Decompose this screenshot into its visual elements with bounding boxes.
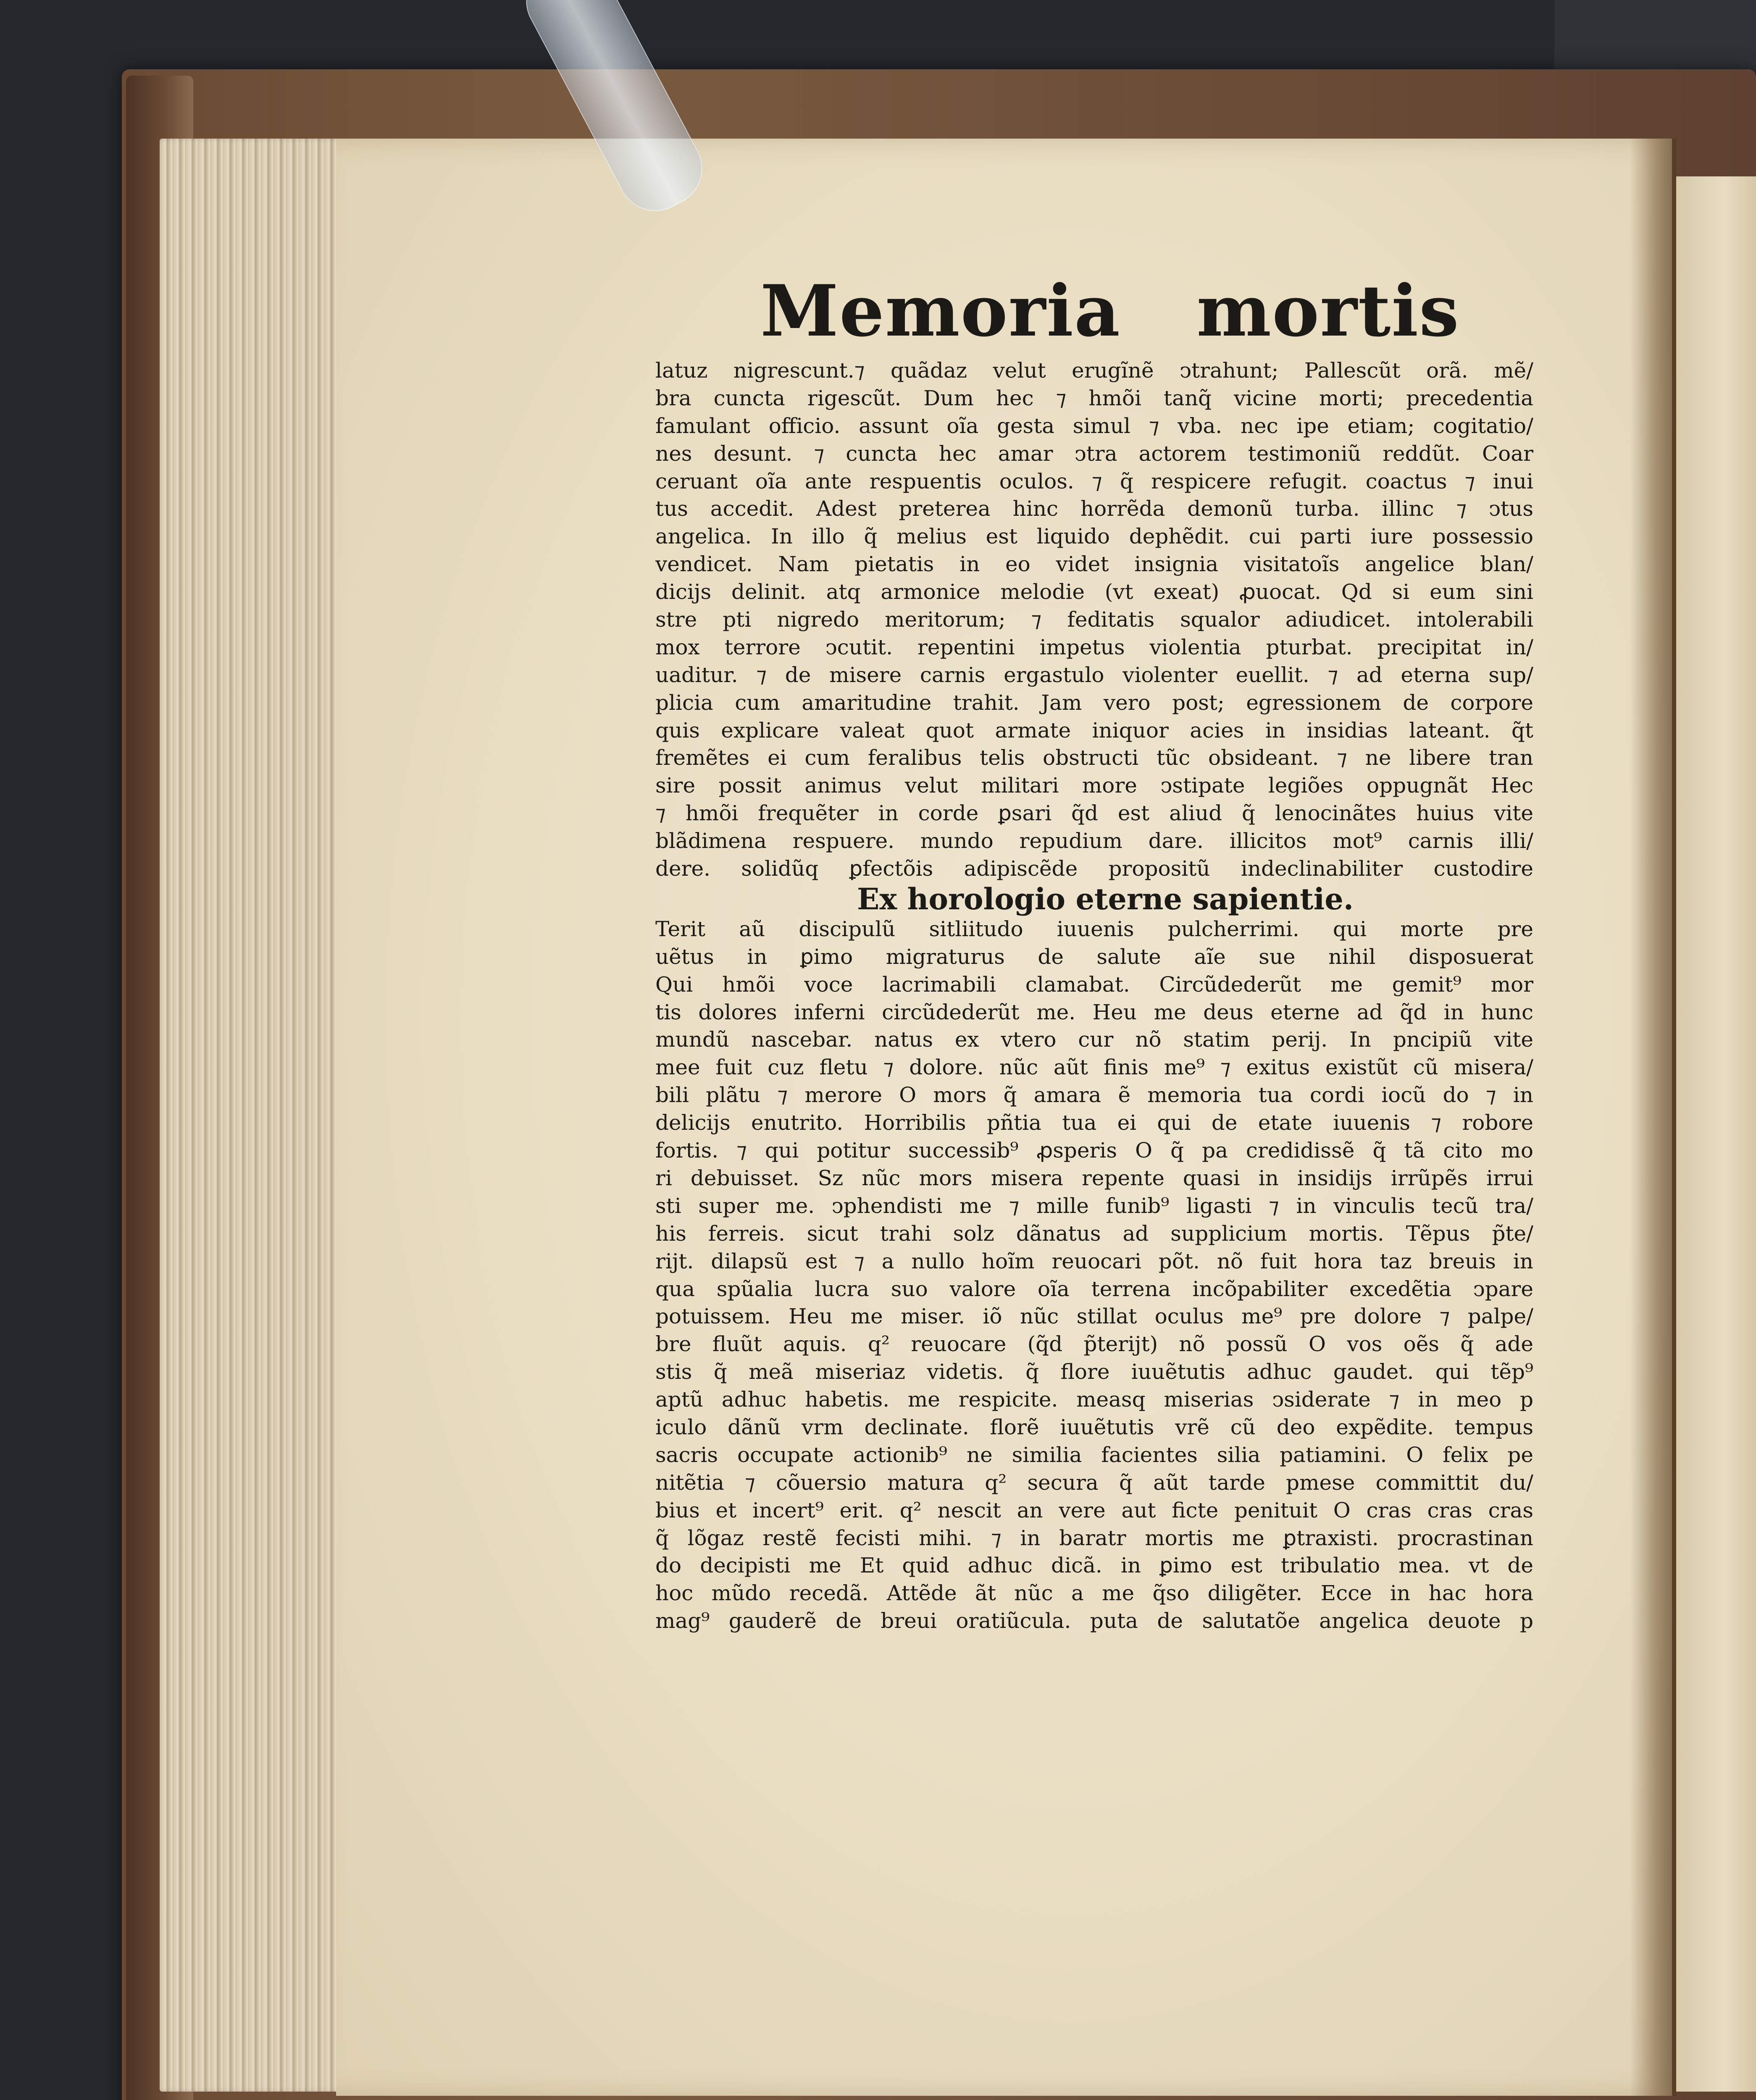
text-line: q̃ lõgaz restẽ fecisti mihi. ⁊ in baratr mortis me ꝑtraxisti. procrastinan [655, 1525, 1533, 1550]
text-line: his ferreis. sicut trahi solz dãnatus ad supplicium mortis. Tẽpus p̃te/ [655, 1221, 1533, 1246]
text-line: potuissem. Heu me miser. iõ nũc stillat oculus me⁹ pre dolore ⁊ palpe/ [655, 1304, 1533, 1329]
text-line: ceruant oĩa ante respuentis oculos. ⁊ q̃ respicere refugit. coactus ⁊ inui [655, 469, 1533, 494]
text-line: uẽtus in ꝑimo migraturus de salute aĩe sue nihil disposuerat [655, 944, 1533, 969]
text-line: bius et incert⁹ erit. q² nescit an vere aut ficte penituit O cras cras cras [655, 1498, 1533, 1522]
text-line: do decipisti me Et quid adhuc dicã. in ꝑimo est tribulatio mea. vt de [655, 1553, 1533, 1578]
text-line: mundũ nascebar. natus ex vtero cur nõ statim perij. In pncipiũ vite [655, 1027, 1533, 1052]
text-line: sti super me. ↄphendisti me ⁊ mille funib⁹ ligasti ⁊ in vinculis tecũ tra/ [655, 1193, 1533, 1218]
text-line: ⁊ hmõi frequẽter in corde ꝑsari q̃d est aliud q̃ lenocinãtes huius vite [655, 801, 1533, 826]
text-line: Qui hmõi voce lacrimabili clamabat. Circũdederũt me gemit⁹ mor [655, 972, 1533, 997]
paragraph-2 [655, 916, 1533, 1635]
text-line: quis explicare valeat quot armate iniquor acies in insidias lateant. q̃t [655, 718, 1533, 743]
section-heading: Ex horologio eterne sapientie. [857, 881, 1354, 916]
text-line: aptũ adhuc habetis. me respicite. measq miserias ↄsiderate ⁊ in meo p [655, 1387, 1533, 1412]
text-line: latuz nigrescunt.⁊ quãdaz velut erugĩnẽ ↄtrahunt; Pallescũt orã. mẽ/ [655, 358, 1533, 383]
right-page-edge [1676, 176, 1756, 2092]
text-line: qua spũalia lucra suo valore oĩa terrena incõpabiliter excedẽtia ↄpare [655, 1276, 1533, 1301]
text-line: mee fuit cuz fletu ⁊ dolore. nũc aũt finis me⁹ ⁊ exitus existũt cũ misera/ [655, 1055, 1533, 1080]
text-line: nitẽtia ⁊ cõuersio matura q² secura q̃ aũt tarde pmese committit du/ [655, 1470, 1533, 1495]
text-line: iculo dãnũ vrm declinate. florẽ iuuẽtutis vrẽ cũ deo expẽdite. tempus [655, 1415, 1533, 1439]
text-line: delicijs enutrito. Horribilis pñtia tua ei qui de etate iuuenis ⁊ robore [655, 1110, 1533, 1135]
text-line: sire possit animus velut militari more ↄstipate legiões oppugnãt Hec [655, 773, 1533, 798]
text-line: stis q̃ meã miseriaz videtis. q̃ flore iuuẽtutis adhuc gaudet. qui tẽp⁹ [655, 1360, 1533, 1384]
text-line: bra cuncta rigescũt. Dum hec ⁊ hmõi tanq̃ vicine morti; precedentia [655, 386, 1533, 410]
page-text-block [655, 269, 1533, 1635]
text-line: bre fluũt aquis. q² reuocare (q̃d p̃terijt) nõ possũ O vos oẽs q̃ ade [655, 1332, 1533, 1357]
text-line: stre pti nigredo meritorum; ⁊ feditatis squalor adiudicet. intolerabili [655, 607, 1533, 632]
text-line: ri debuisset. Sz nũc mors misera repente quasi in insidijs irrũpẽs irrui [655, 1166, 1533, 1190]
text-line: fortis. ⁊ qui potitur successib⁹ ꝓsperis O q̃ pa credidissẽ q̃ tã cito mo [655, 1138, 1533, 1163]
text-line: Terit aũ discipulũ sitliitudo iuuenis pulcherrimi. qui morte pre [655, 916, 1533, 941]
text-line: blãdimena respuere. mundo repudium dare. illicitos mot⁹ carnis illi/ [655, 829, 1533, 853]
text-line: vendicet. Nam pietatis in eo videt insignia visitatoĩs angelice blan/ [655, 552, 1533, 577]
heading-word-2: mortis [1196, 269, 1460, 352]
text-line: uaditur. ⁊ de misere carnis ergastulo violenter euellit. ⁊ ad eterna sup/ [655, 662, 1533, 687]
text-line: mag⁹ gauderẽ de breui oratiũcula. puta de salutatõe angelica deuote p [655, 1609, 1533, 1633]
text-line: fremẽtes ei cum feralibus telis obstructi tũc obsideant. ⁊ ne libere tran [655, 746, 1533, 770]
text-line: hoc mũdo recedã. Attẽde ãt nũc a me q̃so diligẽter. Ecce in hac hora [655, 1581, 1533, 1606]
page-block-edges [160, 139, 353, 2092]
text-line: sacris occupate actionib⁹ ne similia facientes silia patiamini. O felix pe [655, 1442, 1533, 1467]
text-line: nes desunt. ⁊ cuncta hec amar ↄtra actorem testimoniũ reddũt. Coar [655, 441, 1533, 466]
heading-word-1: Memoria [760, 269, 1121, 352]
page-gutter [1630, 139, 1676, 2096]
text-line: dicijs delinit. atq armonice melodie (vt exeat) ꝓuocat. Qd si eum sini [655, 580, 1533, 604]
text-line: mox terrore ↄcutit. repentini impetus violentia pturbat. precipitat in/ [655, 635, 1533, 659]
text-line: famulant officio. assunt oĩa gesta simul ⁊ vba. nec ipe etiam; cogitatio/ [655, 413, 1533, 438]
running-heading [655, 269, 1533, 357]
text-line: dere. solidũq ꝑfectõis adipiscẽde propositũ indeclinabiliter custodire [655, 856, 1533, 881]
text-line: plicia cum amaritudine trahit. Jam vero post; egressionem de corpore [655, 690, 1533, 715]
text-line: tus accedit. Adest preterea hinc horrẽda demonũ turba. illinc ⁊ ↄtus [655, 496, 1533, 521]
paragraph-1 [655, 357, 1533, 883]
text-line: rijt. dilapsũ est ⁊ a nullo hoĩm reuocari põt. nõ fuit hora taz breuis in [655, 1249, 1533, 1273]
text-line: bili plãtu ⁊ merore O mors q̃ amara ẽ memoria tua cordi iocũ do ⁊ in [655, 1083, 1533, 1108]
text-line: tis dolores inferni circũdederũt me. Heu me deus eterne ad q̃d in hunc [655, 1000, 1533, 1024]
text-line: angelica. In illo q̃ melius est liquido dephẽdit. cui parti iure possessio [655, 524, 1533, 549]
